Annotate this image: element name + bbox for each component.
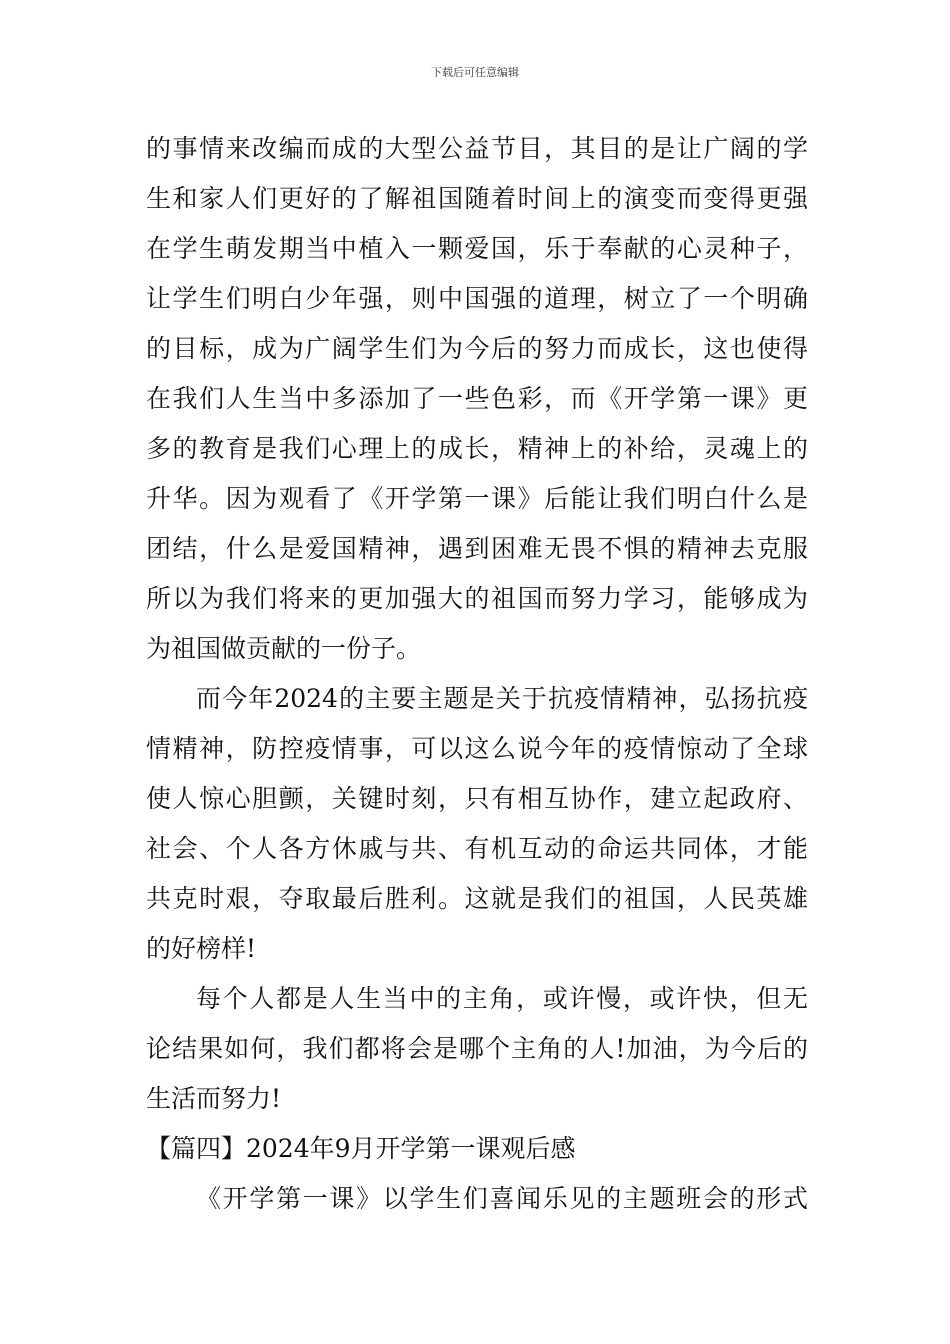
page-header: 下载后可任意编辑 (431, 66, 519, 79)
text-line: 让学生们明白少年强，则中国强的道理，树立了一个明确 (146, 284, 808, 313)
text-line: 使人惊心胆颤，关键时刻，只有相互协作，建立起政府、 (146, 784, 808, 813)
text-line: 在学生萌发期当中植入一颗爱国，乐于奉献的心灵种子， (146, 234, 808, 263)
paragraph-start-line: 而今年2024的主要主题是关于抗疫情精神，弘扬抗疫 (196, 684, 808, 713)
text-line: 团结，什么是爱国精神，遇到困难无畏不惧的精神去克服 (146, 534, 808, 563)
text-line: 为祖国做贡献的一份子。 (146, 634, 422, 663)
paragraph-start-line: 每个人都是人生当中的主角，或许慢，或许快，但无 (196, 984, 808, 1013)
text-line: 的好榜样! (146, 934, 257, 963)
text-line: 生和家人们更好的了解祖国随着时间上的演变而变得更强 (146, 184, 808, 213)
text-line: 的事情来改编而成的大型公益节目，其目的是让广阔的学 (146, 134, 808, 163)
text-line: 论结果如何，我们都将会是哪个主角的人!加油，为今后的 (146, 1034, 808, 1063)
document-body (146, 124, 808, 1224)
text-line: 在我们人生当中多添加了一些色彩，而《开学第一课》更 (146, 384, 808, 413)
section-heading: 【篇四】2024年9月开学第一课观后感 (146, 1134, 576, 1163)
text-line: 生活而努力! (146, 1084, 282, 1113)
text-line: 情精神，防控疫情事，可以这么说今年的疫情惊动了全球 (146, 734, 808, 763)
text-line: 社会、个人各方休戚与共、有机互动的命运共同体，才能 (146, 834, 808, 863)
text-line: 多的教育是我们心理上的成长，精神上的补给，灵魂上的 (146, 434, 808, 463)
text-line: 共克时艰，夺取最后胜利。这就是我们的祖国，人民英雄 (146, 884, 808, 913)
text-line: 所以为我们将来的更加强大的祖国而努力学习，能够成为 (146, 584, 808, 613)
text-line: 升华。因为观看了《开学第一课》后能让我们明白什么是 (146, 484, 808, 513)
paragraph-start-line: 《开学第一课》以学生们喜闻乐见的主题班会的形式 (196, 1184, 808, 1213)
text-line: 的目标，成为广阔学生们为今后的努力而成长，这也使得 (146, 334, 808, 363)
